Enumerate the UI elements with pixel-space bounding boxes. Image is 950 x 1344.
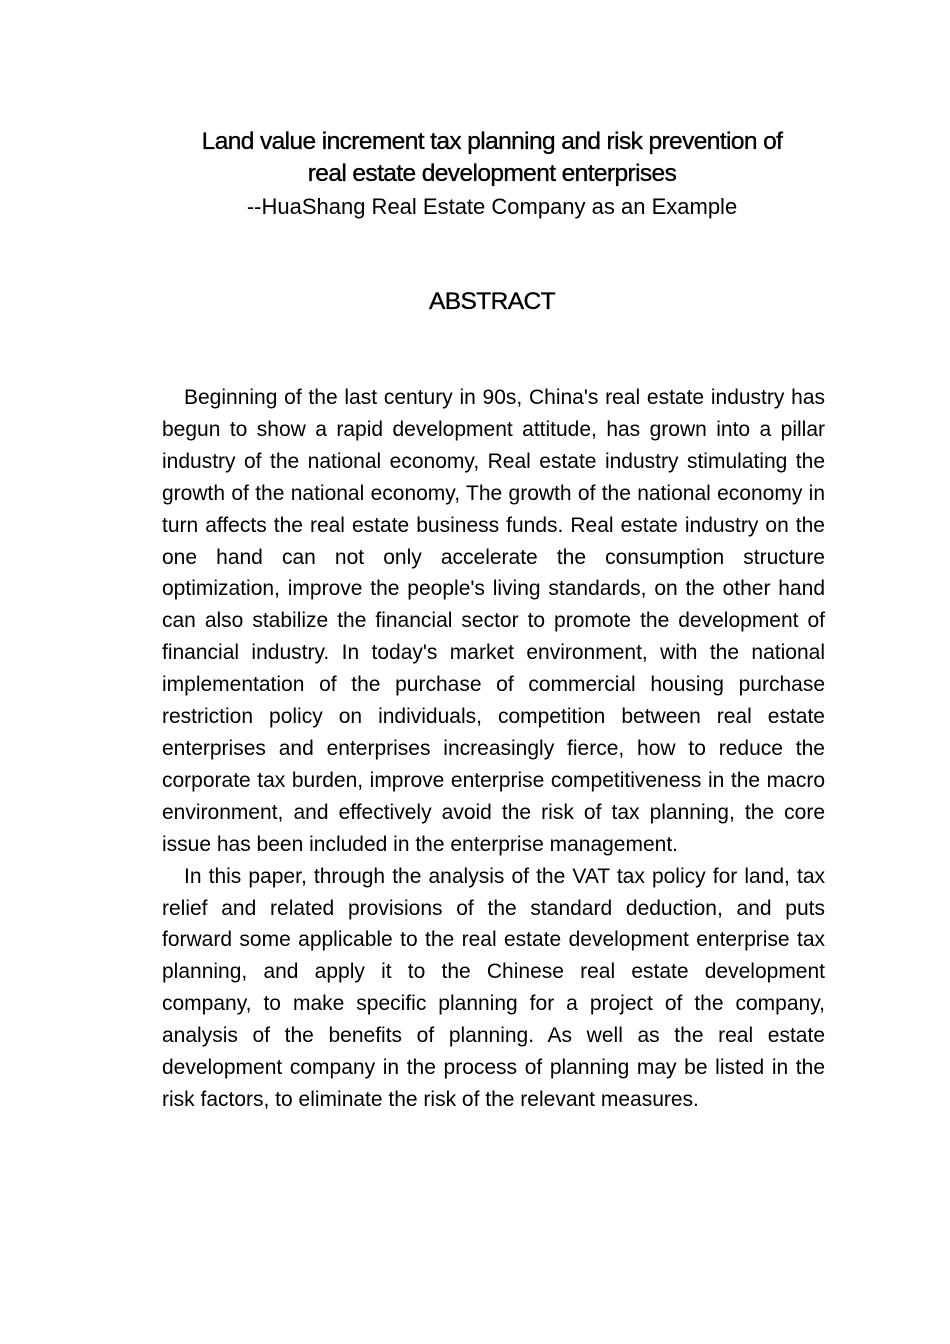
title-block [150, 126, 834, 224]
paper-title-line-2: real estate development enterprises [307, 160, 677, 187]
paper-subtitle: --HuaShang Real Estate Company as an Example [246, 194, 738, 219]
abstract-paragraph-1: Beginning of the last century in 90s, China's real estate industry has begun to show a rapid development attitude, has grown into a pillar industry of the national economy, Real estate industry stimulating the growth of the national economy, The growth of the national economy in turn affects the real estate business funds. Real estate industry on the one hand can not only accelerate the consumption structure optimization, improve the people's living standards, on the other hand can also stabilize the financial sector to promote the development of financial industry. In today's market environment, with the national implementation of the purchase of commercial housing purchase restriction policy on individuals, competition between real estate enterprises and enterprises increasingly fierce, how to reduce the corporate tax burden, improve enterprise competitiveness in the macro environment, and effectively avoid the risk of tax planning, the core issue has been included in the enterprise management. [162, 386, 825, 856]
paper-title-line-1: Land value increment tax planning and risk prevention of [201, 128, 783, 155]
abstract-body [162, 382, 825, 1116]
abstract-heading: ABSTRACT [429, 288, 555, 315]
abstract-paragraph-2: In this paper, through the analysis of the VAT tax policy for land, tax relief and related provisions of the standard deduction, and puts forward some applicable to the real estate development enterprise tax planning, and apply it to the Chinese real estate development company, to make specific planning for a project of the company, analysis of the benefits of planning. As well as the real estate development company in the process of planning may be listed in the risk factors, to eliminate the risk of the relevant measures. [162, 864, 825, 1111]
